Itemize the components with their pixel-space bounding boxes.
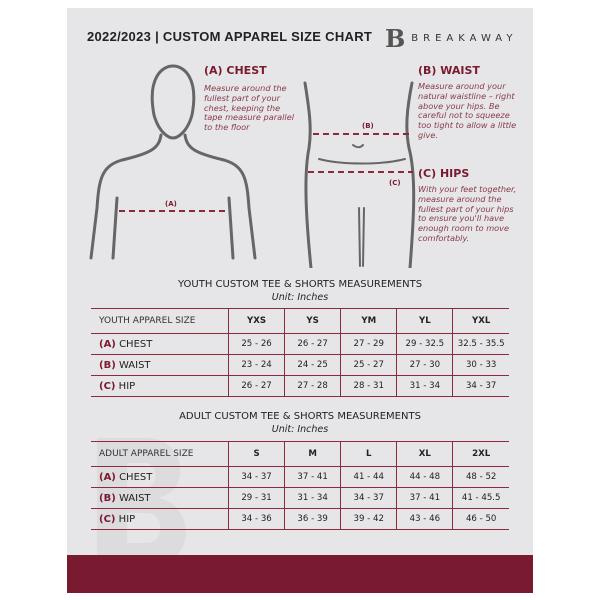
hips-description: With your feet together, measure around the fullest part of your hips to ensure you'll have enough room to move comfortably. xyxy=(418,184,517,243)
chest-description: Measure around the fullest part of your chest, keeping the tape measure parallel to the floor xyxy=(204,83,295,133)
adult-section-title: ADULT CUSTOM TEE & SHORTS MEASUREMENTS xyxy=(179,411,421,422)
adult-size-table xyxy=(91,441,509,530)
brand-name: BREAKAWAY xyxy=(411,33,518,44)
lower-body-figure xyxy=(305,83,414,268)
logo-mark: B xyxy=(385,24,406,53)
hips-heading: (C) HIPS xyxy=(418,167,470,180)
table-header-row: ADULT APPAREL SIZE S M L XL 2XL xyxy=(91,442,509,467)
table-row: (B) WAIST 23 - 24 24 - 25 25 - 27 27 - 30 30 - 33 xyxy=(91,355,509,376)
table-row: (B) WAIST 29 - 31 31 - 34 34 - 37 37 - 41 41 - 45.5 xyxy=(91,488,509,509)
hips-marker: (C) xyxy=(389,179,401,187)
youth-section-title: YOUTH CUSTOM TEE & SHORTS MEASUREMENTS xyxy=(177,279,423,290)
table-row: (A) CHEST 34 - 37 37 - 41 41 - 44 44 - 48 48 - 52 xyxy=(91,467,509,488)
chest-heading: (A) CHEST xyxy=(204,64,267,77)
table-row: (C) HIP 26 - 27 27 - 28 28 - 31 31 - 34 34 - 37 xyxy=(91,376,509,397)
table-header-row: YOUTH APPAREL SIZE YXS YS YM YL YXL xyxy=(91,309,509,334)
youth-size-table xyxy=(91,308,509,397)
table-row: (A) CHEST 25 - 26 26 - 27 27 - 29 29 - 32.5 32.5 - 35.5 xyxy=(91,334,509,355)
footer-band xyxy=(67,555,533,593)
chest-marker: (A) xyxy=(165,200,177,208)
table-row: (C) HIP 34 - 36 36 - 39 39 - 42 43 - 46 46 - 50 xyxy=(91,509,509,530)
waist-heading: (B) WAIST xyxy=(418,64,480,77)
waist-description: Measure around your natural waistline – right above your hips. Be careful not to squeeze too tight to allow a little give. xyxy=(418,81,517,140)
youth-unit: Unit: Inches xyxy=(271,292,329,303)
size-chart-page xyxy=(67,8,533,593)
waist-marker: (B) xyxy=(362,122,374,130)
page-title: 2022/2023 | CUSTOM APPAREL SIZE CHART xyxy=(87,29,373,44)
adult-unit: Unit: Inches xyxy=(271,424,329,435)
